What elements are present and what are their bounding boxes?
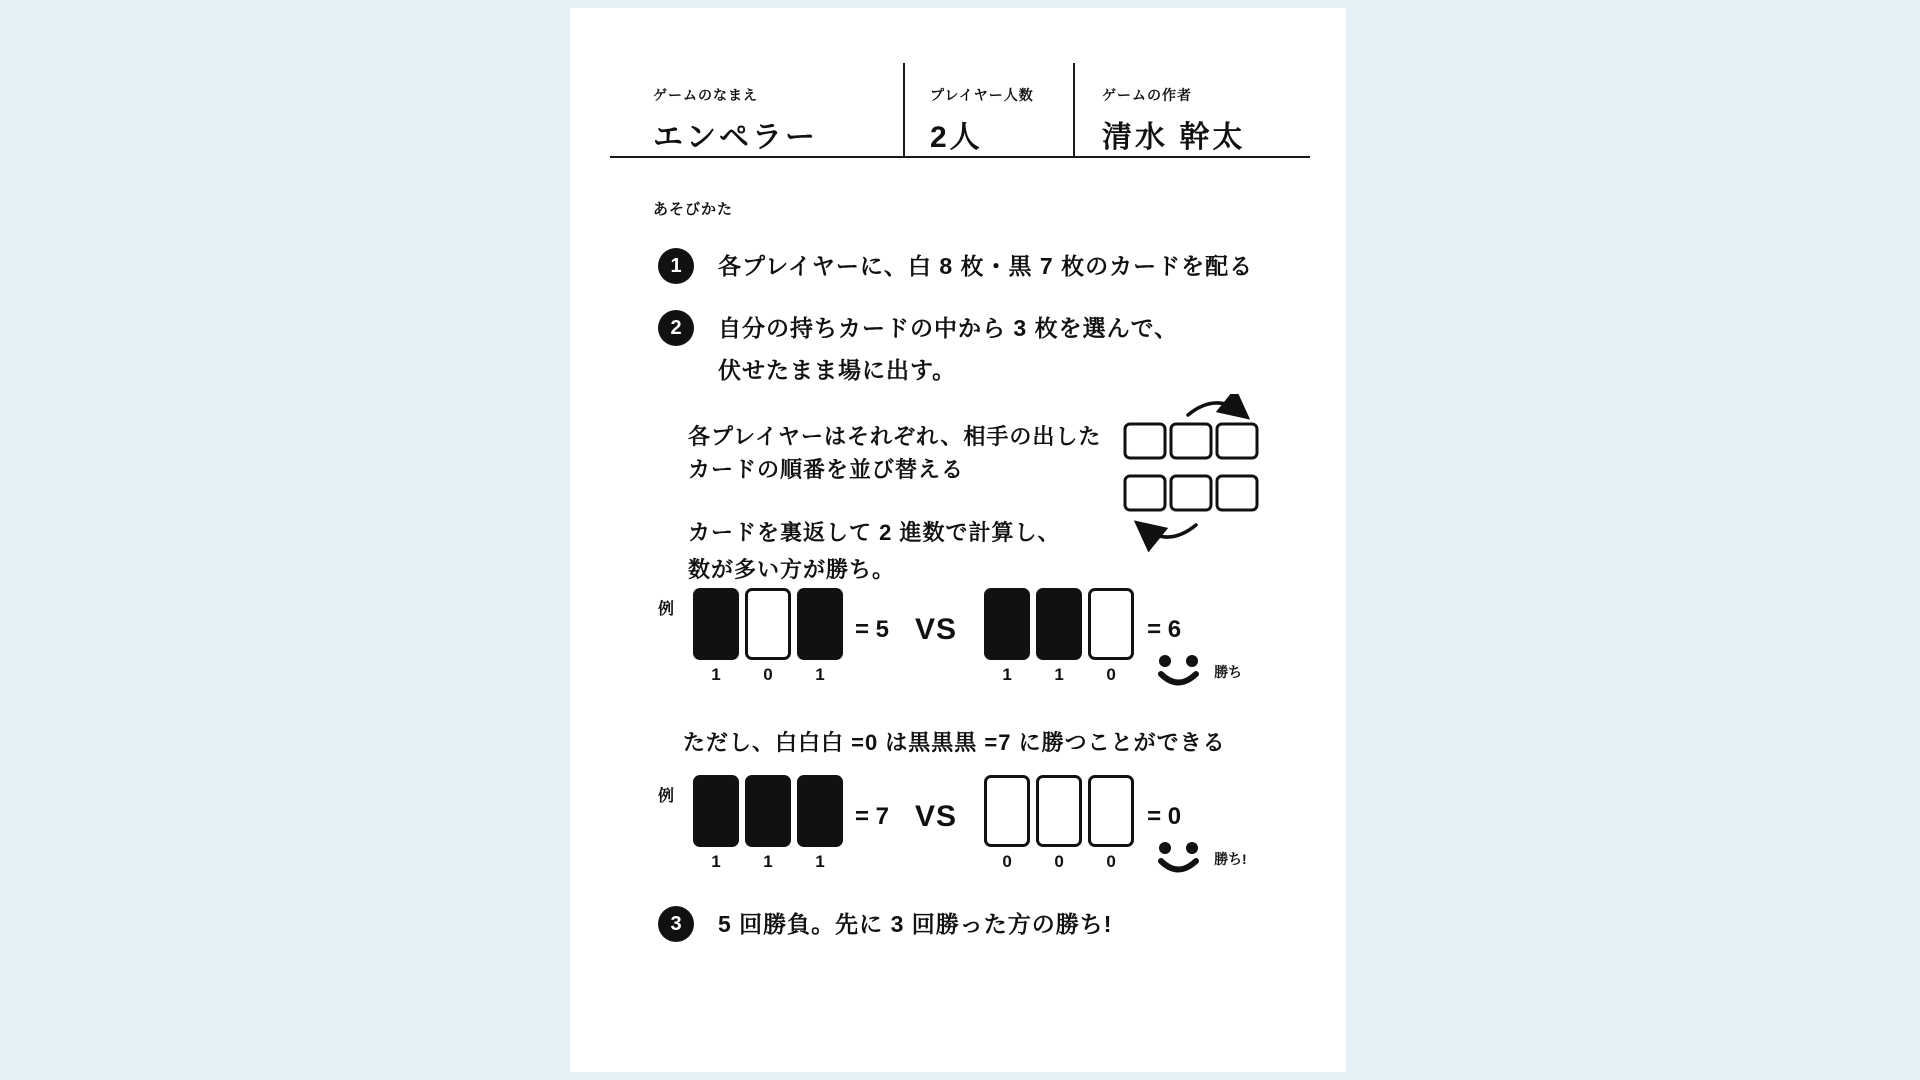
card [1036, 775, 1082, 847]
example-1-left-hand [693, 588, 843, 685]
game-rules-card [570, 8, 1346, 1072]
author-value: 清水 幹太 [1102, 121, 1246, 154]
binary-digit: 1 [711, 852, 721, 871]
step-2-text [718, 307, 1178, 391]
binary-digit: 0 [1106, 665, 1116, 684]
example-1-label: 例 [658, 601, 675, 618]
example-1-right-result: = 6 [1147, 616, 1182, 643]
example-1 [658, 588, 1242, 691]
card [1088, 775, 1134, 847]
header-field-author [1073, 63, 1310, 156]
example-1-left-result: = 5 [855, 616, 890, 643]
step-2 [658, 310, 1178, 391]
binary-digit: 1 [815, 665, 825, 684]
binary-note [688, 514, 1060, 588]
card [745, 775, 791, 847]
card [797, 588, 843, 660]
binary-digit: 1 [1002, 665, 1012, 684]
example-2-right-hand [984, 775, 1134, 872]
card-swap-arrows-icon [1122, 394, 1264, 557]
binary-digit: 1 [1054, 665, 1064, 684]
example-2-right-result: = 0 [1147, 803, 1182, 830]
step-3-text: 5 回勝負。先に 3 回勝った方の勝ち! [718, 911, 1113, 937]
step-1 [658, 248, 1253, 284]
example-1-right-hand [984, 588, 1134, 685]
step-3-number-badge: 3 [658, 906, 694, 942]
card [693, 588, 739, 660]
step-1-text: 各プレイヤーに、白 8 枚・黒 7 枚のカードを配る [718, 253, 1254, 279]
step-2-number-badge: 2 [658, 310, 694, 346]
rearrange-note-line-2: カードの順番を並び替える [688, 457, 965, 482]
author-label: ゲームの作者 [1102, 87, 1192, 103]
how-to-play-label: あそびかた [653, 201, 734, 218]
example-2-label: 例 [658, 788, 675, 805]
player-count-label: プレイヤー人数 [930, 87, 1034, 103]
step-2-line-2: 伏せたまま場に出す。 [718, 357, 957, 383]
rearrange-note-line-1: 各プレイヤーはそれぞれ、相手の出した [688, 424, 1102, 449]
smiley-face-icon [1155, 653, 1205, 691]
binary-digit: 0 [763, 665, 773, 684]
game-name-value: エンペラー [653, 121, 818, 154]
smiley-face-icon [1155, 840, 1205, 878]
binary-digit: 1 [763, 852, 773, 871]
example-2-winner [1147, 803, 1247, 878]
header [610, 63, 1310, 158]
example-1-vs-label: VS [915, 613, 958, 646]
card [797, 775, 843, 847]
card [745, 588, 791, 660]
step-1-number-badge: 1 [658, 248, 694, 284]
binary-digit: 0 [1054, 852, 1064, 871]
rearrange-note [688, 420, 1101, 486]
example-1-winner-note: 勝ち [1214, 664, 1243, 680]
card [984, 775, 1030, 847]
binary-digit: 1 [711, 665, 721, 684]
exception-note: ただし、白白白 =0 は黒黒黒 =7 に勝つことができる [683, 730, 1226, 755]
example-2 [658, 775, 1247, 878]
step-3 [658, 906, 1112, 942]
binary-digit: 1 [815, 852, 825, 871]
example-2-vs-label: VS [915, 800, 958, 833]
binary-digit: 0 [1106, 852, 1116, 871]
example-2-winner-note: 勝ち! [1214, 851, 1247, 867]
card [984, 588, 1030, 660]
player-count-value: 2人 [930, 121, 983, 154]
example-1-winner [1147, 616, 1242, 691]
game-name-label: ゲームのなまえ [653, 87, 758, 103]
binary-note-line-1: カードを裏返して 2 進数で計算し、 [688, 520, 1061, 545]
card [693, 775, 739, 847]
card [1036, 588, 1082, 660]
example-2-left-result: = 7 [855, 803, 890, 830]
card [1088, 588, 1134, 660]
step-2-line-1: 自分の持ちカードの中から 3 枚を選んで、 [718, 315, 1179, 341]
header-field-player-count [903, 63, 1073, 156]
binary-note-line-2: 数が多い方が勝ち。 [688, 557, 896, 582]
example-2-left-hand [693, 775, 843, 872]
binary-digit: 0 [1002, 852, 1012, 871]
header-field-game-name [610, 63, 903, 156]
